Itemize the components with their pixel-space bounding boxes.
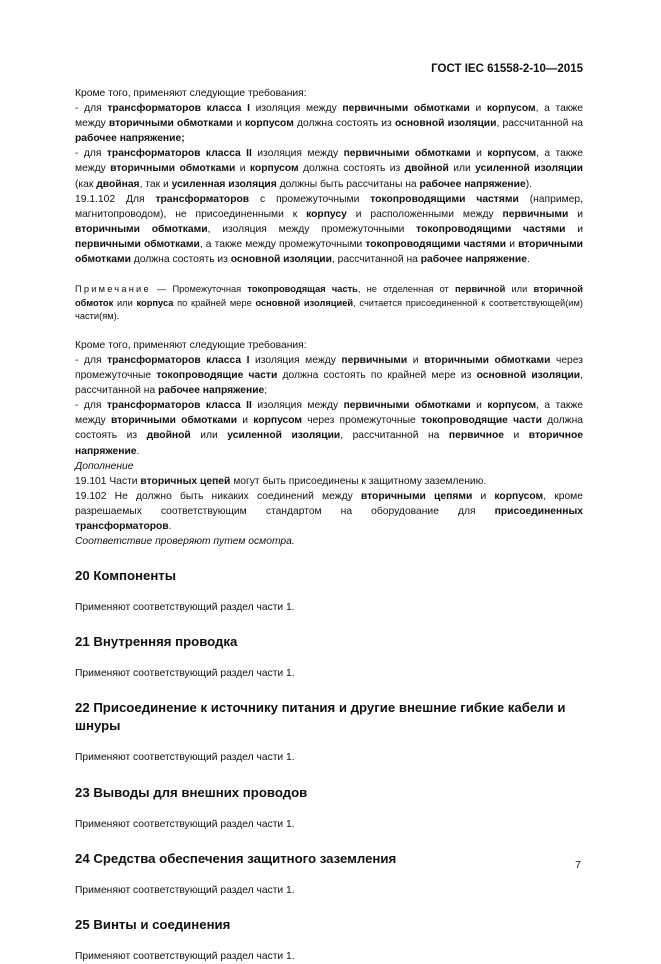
text-run: 19.1.102 Для <box>75 193 156 205</box>
text-run: и <box>565 223 583 235</box>
defined-term: токопроводящими частями <box>370 193 519 205</box>
defined-term: вторичных цепей <box>140 475 231 487</box>
defined-term: токопроводящие части <box>156 370 278 382</box>
text-run: 19.101 Части <box>75 475 141 487</box>
defined-term: первичными <box>502 208 569 220</box>
text-run: и <box>504 430 529 442</box>
text-run: . <box>136 445 140 457</box>
defined-term: вторичными обмотками <box>108 118 233 130</box>
text-run: (например, магнитопроводом), не присоединенными к <box>75 193 583 220</box>
text-run: и <box>470 148 488 160</box>
section-text: Применяют соответствующий раздел части 1. <box>75 818 295 830</box>
text-run: изоляция между <box>251 148 344 160</box>
text-run: или <box>190 430 228 442</box>
section-text: Применяют соответствующий раздел части 1. <box>75 668 295 680</box>
text-run: и <box>469 103 487 115</box>
defined-term: токопроводящая часть <box>247 284 358 295</box>
section-title: 21 Внутренняя проводка <box>75 634 238 650</box>
defined-term: трансформаторов класса I <box>107 355 250 366</box>
text-run: через промежуточные <box>75 355 583 382</box>
text-run: - для <box>75 148 107 160</box>
text-run: или <box>448 163 476 175</box>
defined-term: вторичными обмотками <box>75 238 584 266</box>
defined-term: вторичными цепями <box>360 490 473 502</box>
text-run: должна состоять из <box>293 118 395 130</box>
section-title: 22 Присоединение к источнику питания и другие внешние гибкие кабели и шнуры <box>75 700 566 734</box>
text-run: , так и <box>139 178 172 190</box>
requirement-class-1-intermediate <box>75 353 583 398</box>
section <box>75 784 583 832</box>
defined-term: двойная <box>96 178 140 190</box>
defined-term: вторичными обмотками <box>110 163 236 175</box>
defined-term: вторичными обмотками <box>75 223 208 235</box>
section-title: 20 Компоненты <box>75 568 177 584</box>
text-run: ; <box>264 385 268 397</box>
requirement-class-2 <box>75 146 583 191</box>
text-run: , рассчитанной на <box>496 118 583 130</box>
defined-term: вторичными обмотками <box>424 355 551 366</box>
defined-term: присоединенных трансформаторов <box>75 505 583 533</box>
text-run: ). <box>525 178 533 190</box>
document-body <box>75 86 583 964</box>
section-text: Применяют соответствующий раздел части 1. <box>75 602 295 614</box>
sections-list <box>75 567 583 964</box>
text-run: , считается присоединенной к соответствующей(им) части(ям). <box>75 297 583 322</box>
text-run: , изоляция между промежуточными <box>207 223 417 235</box>
defined-term: основной изоляции <box>230 254 332 266</box>
section-title: 23 Выводы для внешних проводов <box>75 784 308 800</box>
text-run: (как <box>75 178 97 190</box>
text-run: или <box>113 297 137 308</box>
defined-term: рабочее напряжение <box>420 254 527 266</box>
text-run: должна состоять из <box>298 163 405 175</box>
defined-term: первичное <box>448 430 505 442</box>
defined-term: первичной <box>455 284 506 295</box>
defined-term: корпусом <box>253 415 303 427</box>
text-run: через промежуточные <box>302 415 421 427</box>
defined-term: токопроводящие части <box>420 415 542 427</box>
text-run: - для <box>75 400 107 412</box>
text-run: должна состоять из <box>75 415 583 442</box>
compliance-statement: Соответствие проверяют путем осмотра. <box>75 536 295 548</box>
clause-19-102 <box>75 489 583 534</box>
text-run: , а также между <box>75 148 583 175</box>
text-run: . <box>526 254 530 266</box>
text-run: или <box>505 284 534 295</box>
text-run: изоляция между <box>249 355 342 366</box>
requirement-class-2-intermediate <box>75 398 583 458</box>
intro-paragraph-2: Кроме того, применяют следующие требования: <box>75 339 307 351</box>
defined-term: трансформаторов <box>155 193 250 205</box>
text-run: и <box>470 400 488 412</box>
text-run: и <box>506 238 519 250</box>
text-run: - для <box>75 103 108 115</box>
defined-term: первичными обмотками <box>342 103 470 115</box>
text-run: , рассчитанной на <box>331 254 421 266</box>
defined-term: корпусом <box>245 118 294 130</box>
section <box>75 699 583 765</box>
text-run: и <box>568 208 584 220</box>
text-run: , рассчитанной на <box>75 370 583 397</box>
text-run: , кроме разрешаемых соответствующим стандартом на оборудование для <box>75 490 583 517</box>
text-run: , а также между <box>75 400 583 427</box>
text-run: по крайней мере <box>173 297 256 308</box>
text-run: , не отделенная от <box>357 284 455 295</box>
defined-term: вторичной обмоток <box>75 284 583 308</box>
defined-term: первичными обмотками <box>75 238 200 250</box>
defined-term: двойной <box>146 430 191 442</box>
text-run: изоляция между <box>251 400 344 412</box>
defined-term: корпусом <box>487 400 537 412</box>
defined-term: первичными обмотками <box>343 400 471 412</box>
text-run: - для <box>75 355 108 366</box>
defined-term: основной изоляцией <box>255 297 354 308</box>
defined-term: корпусу <box>306 208 347 220</box>
defined-term: усиленной изоляции <box>475 163 583 175</box>
document-code-header: ГОСТ IEC 61558-2-10—2015 <box>431 63 583 75</box>
defined-term: токопроводящими частями <box>416 223 566 235</box>
defined-term: основной изоляции <box>394 118 497 130</box>
section-text: Применяют соответствующий раздел части 1. <box>75 884 295 896</box>
section-title: 24 Средства обеспечения защитного заземления <box>75 850 397 866</box>
clause-19-101 <box>75 474 583 489</box>
section <box>75 916 583 964</box>
defined-term: вторичное напряжение <box>75 430 583 457</box>
text-run: и <box>407 355 425 366</box>
text-run: , а также между промежуточными <box>199 238 366 250</box>
page-number: 7 <box>575 859 581 871</box>
spacer <box>75 324 583 338</box>
note-text <box>75 284 583 321</box>
section <box>75 567 583 615</box>
text-run: . <box>168 521 172 533</box>
requirement-class-1 <box>75 101 583 146</box>
defined-term: корпусом <box>249 163 299 175</box>
defined-term: корпусом <box>494 490 544 502</box>
section-title: 25 Винты и соединения <box>75 916 231 932</box>
text-run: должна состоять из <box>130 254 231 266</box>
defined-term: первичными обмотками <box>343 148 471 160</box>
text-run: и <box>472 490 495 502</box>
text-run: должна состоять по крайней мере из <box>277 370 477 382</box>
text-run: с промежуточными <box>249 193 371 205</box>
section-text: Применяют соответствующий раздел части 1. <box>75 752 295 764</box>
spacer <box>75 267 583 281</box>
text-run: и расположенными между <box>346 208 503 220</box>
defined-term: корпусом <box>486 103 536 115</box>
text-run: , а также между <box>75 103 584 130</box>
defined-term: токопроводящими частями <box>365 238 507 250</box>
defined-term: двойной <box>404 163 449 175</box>
defined-term: усиленной изоляции <box>227 430 341 442</box>
section <box>75 633 583 681</box>
defined-term: корпусом <box>487 148 537 160</box>
addition-label: Дополнение <box>75 460 134 472</box>
text-run: изоляция между <box>250 103 343 115</box>
section-text: Применяют соответствующий раздел части 1. <box>75 950 295 962</box>
defined-term: трансформаторов класса II <box>106 400 252 412</box>
text-run: и <box>232 118 246 130</box>
text-run: и <box>235 163 250 175</box>
defined-term: рабочее напряжение <box>419 178 526 190</box>
defined-term: усиленная изоляция <box>171 178 277 190</box>
text-run: могут быть присоединены к защитному заземлению. <box>230 475 487 487</box>
note-label: Примечание <box>75 284 151 295</box>
section <box>75 850 583 898</box>
text-run: и <box>237 415 254 427</box>
defined-term: рабочее напряжение; <box>75 133 185 145</box>
clause-19-1-102 <box>75 192 583 267</box>
defined-term: вторичными обмотками <box>110 415 238 427</box>
defined-term: рабочее напряжение <box>158 385 265 397</box>
text-run: должны быть рассчитаны на <box>276 178 420 190</box>
defined-term: трансформаторов класса II <box>106 148 252 160</box>
defined-term: корпуса <box>136 297 174 308</box>
defined-term: основной изоляции <box>476 370 581 382</box>
text-run: — Промежуточная <box>150 284 248 295</box>
intro-paragraph: Кроме того, применяют следующие требования: <box>75 88 307 99</box>
text-run: 19.102 Не должно быть никаких соединений между <box>75 490 361 502</box>
defined-term: трансформаторов класса I <box>107 103 251 115</box>
note <box>75 283 583 324</box>
text-run: , рассчитанной на <box>340 430 449 442</box>
defined-term: первичными <box>341 355 408 366</box>
